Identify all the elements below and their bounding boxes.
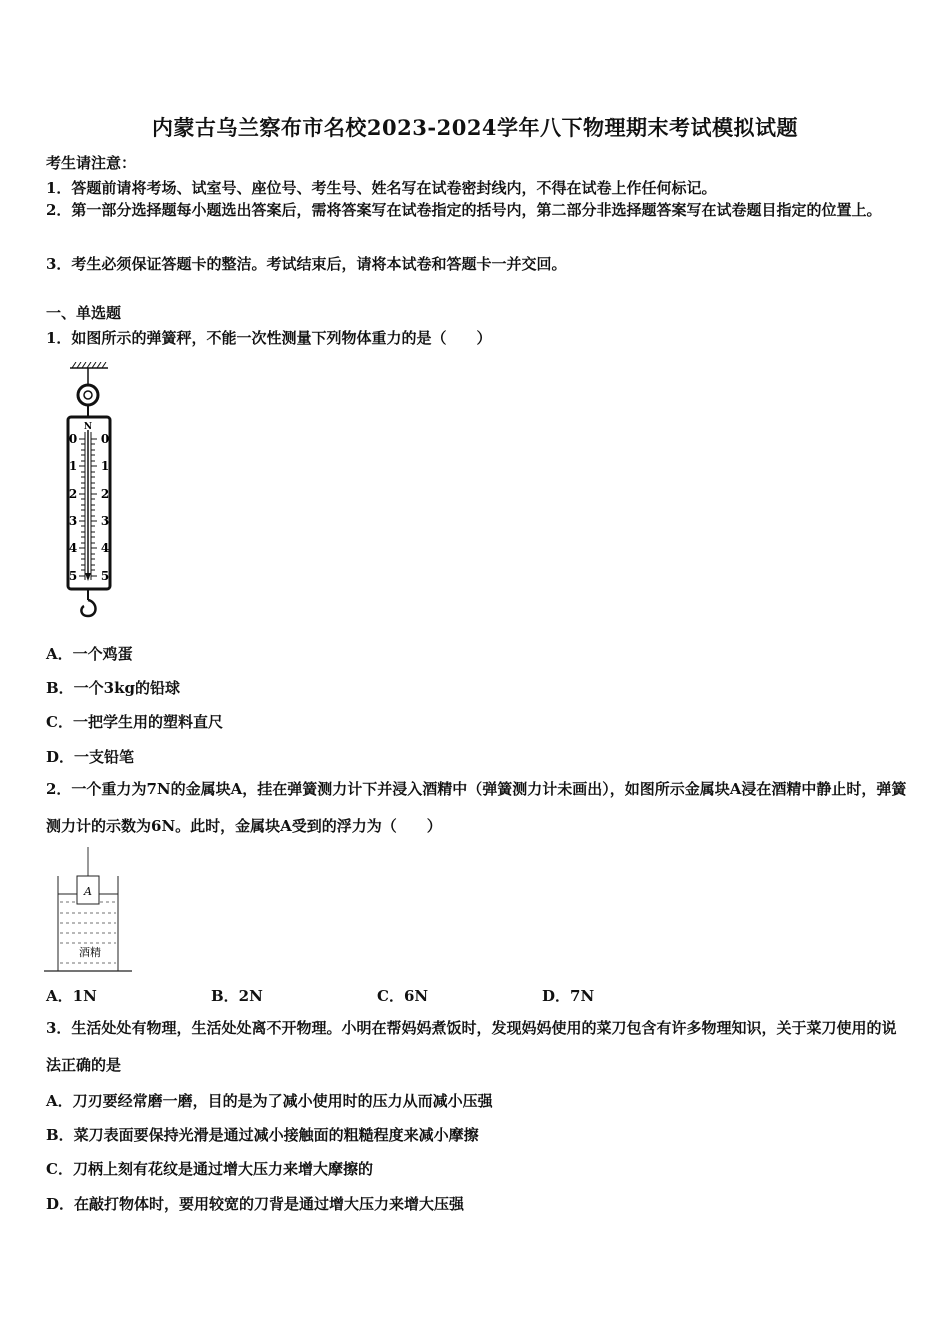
page-title: 内蒙古乌兰察布市名校2023-2024学年八下物理期末考试模拟试题 <box>151 115 799 140</box>
option-a: A．一个鸡蛋 <box>46 645 133 663</box>
scale-label: 0 <box>68 432 78 446</box>
option-c: C．一把学生用的塑料直尺 <box>46 713 223 731</box>
scale-label: 4 <box>68 541 78 555</box>
spring-scale-figure <box>60 362 120 627</box>
notice-header: 考生请注意： <box>46 154 137 172</box>
scale-label: 3 <box>100 514 110 528</box>
scale-label: 5 <box>68 569 78 583</box>
scale-label: 4 <box>100 541 110 555</box>
option-b: B．一个3kg的铅球 <box>46 679 180 697</box>
scale-label: 2 <box>68 487 78 501</box>
section-title: 一、单选题 <box>46 304 122 322</box>
option-d: D．7N <box>542 987 595 1005</box>
option-b: B．菜刀表面要保持光滑是通过减小接触面的粗糙程度来减小摩擦 <box>46 1126 479 1144</box>
scale-label: 1 <box>68 459 78 473</box>
scale-label: 5 <box>100 569 110 583</box>
scale-label: 1 <box>100 459 110 473</box>
option-c: C．刀柄上刻有花纹是通过增大压力来增大摩擦的 <box>46 1160 373 1178</box>
unit-label: N <box>83 422 93 432</box>
block-label: A <box>84 885 92 898</box>
scale-label: 0 <box>100 432 110 446</box>
notice-item: 2．第一部分选择题每小题选出答案后，需将答案写在试卷指定的括号内，第二部分非选择题答案写在试卷题目指定的位置上。 <box>46 201 882 219</box>
question-stem: 2．一个重力为7N的金属块A，挂在弹簧测力计下并浸入酒精中（弹簧测力计未画出），如图所示金属块A浸在酒精中静止时，弹簧测力计的示数为6N。此时，金属块A受到的浮力为（ ） <box>46 780 907 835</box>
option-b: B．2N <box>211 987 263 1005</box>
liquid-label: 酒精 <box>79 946 101 959</box>
option-d: D．在敲打物体时，要用较宽的刀背是通过增大压力来增大压强 <box>46 1195 465 1213</box>
option-c: C．6N <box>377 987 429 1005</box>
question-stem: 3．生活处处有物理，生活处处离不开物理。小明在帮妈妈煮饭时，发现妈妈使用的菜刀包含有许多物理知识，关于菜刀使用的说法正确的是 <box>46 1019 897 1074</box>
scale-label: 3 <box>68 514 78 528</box>
option-a: A．1N <box>46 987 97 1005</box>
beaker-figure <box>44 847 136 975</box>
option-a: A．刀刃要经常磨一磨，目的是为了减小使用时的压力从而减小压强 <box>46 1092 493 1110</box>
question-stem: 1．如图所示的弹簧秤，不能一次性测量下列物体重力的是（ ） <box>46 329 492 347</box>
notice-item: 1．答题前请将考场、试室号、座位号、考生号、姓名写在试卷密封线内，不得在试卷上作任何标记。 <box>46 179 717 197</box>
scale-label: 2 <box>100 487 110 501</box>
option-d: D．一支铅笔 <box>46 748 135 766</box>
notice-item: 3．考生必须保证答题卡的整洁。考试结束后，请将本试卷和答题卡一并交回。 <box>46 255 567 273</box>
